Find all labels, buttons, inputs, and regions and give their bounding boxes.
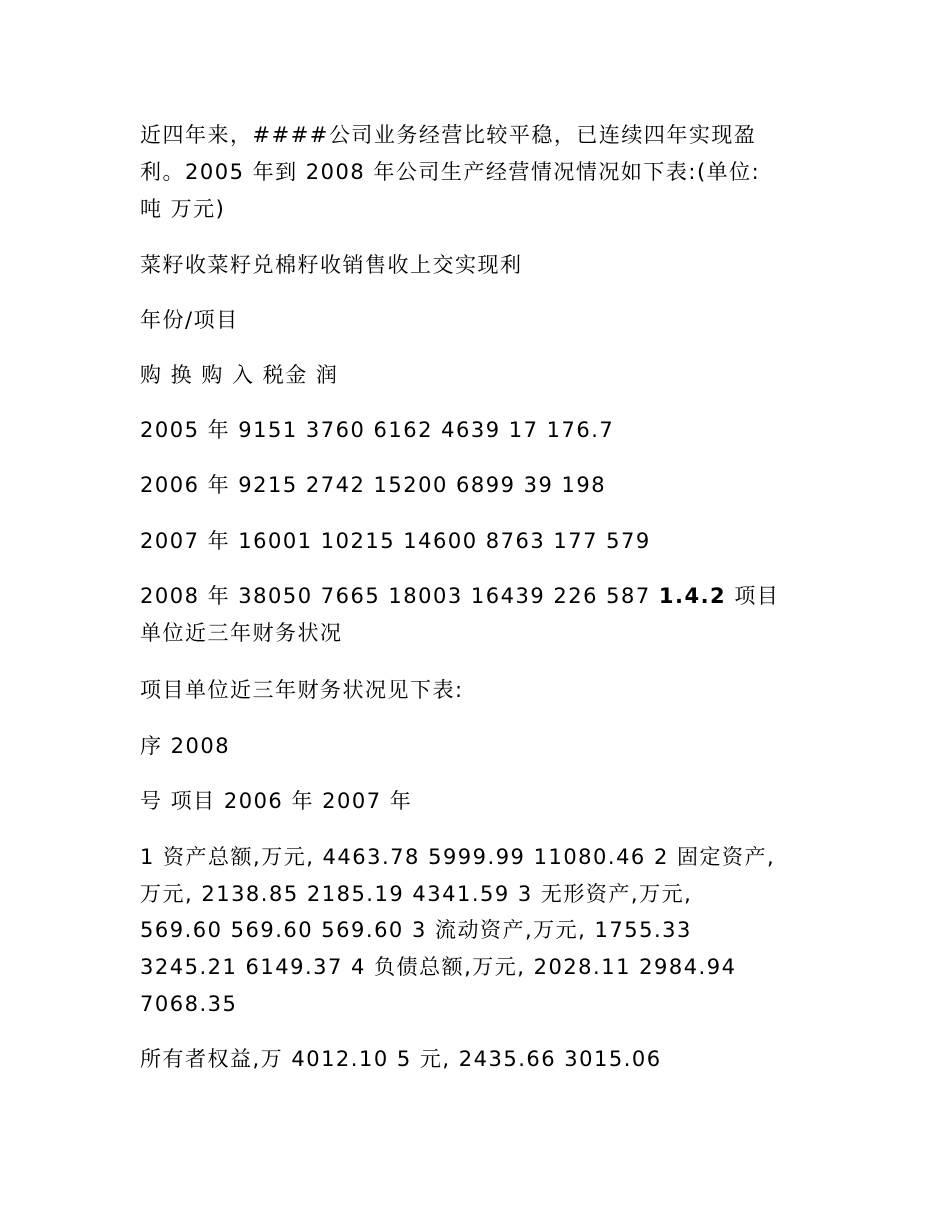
financial-data-line-4: 3245.21 6149.37 4 负债总额,万元, 2028.11 2984.94 [140,955,737,979]
section-heading-continuation: 单位近三年财务状况 [140,621,343,645]
table-row-2007: 2007 年 16001 10215 14600 8763 177 579 [140,529,651,553]
financial-header-row-2: 号 项目 2006 年 2007 年 [140,789,413,813]
table-header-row-1: 菜籽收菜籽兑棉籽收销售收上交实现利 [140,253,523,277]
table-header-row-3: 购 换 购 入 税金 润 [140,363,339,387]
table-row-2005: 2005 年 9151 3760 6162 4639 17 176.7 [140,418,615,442]
paragraph-line-2: 利。2005 年到 2008 年公司生产经营情况情况如下表:(单位: [140,160,761,184]
section-heading-text: 项目 [726,584,780,608]
row-2008-text: 2008 年 38050 7665 18003 16439 226 587 [140,584,659,608]
financial-data-line-2: 万元, 2138.85 2185.19 4341.59 3 无形资产,万元, [140,882,693,906]
section-heading-number: 1.4.2 [658,584,727,608]
paragraph-line-3: 吨 万元) [140,197,226,221]
financial-data-line-3: 569.60 569.60 569.60 3 流动资产,万元, 1755.33 [140,918,692,942]
financial-intro: 项目单位近三年财务状况见下表: [140,678,464,702]
table-row-2006: 2006 年 9215 2742 15200 6899 39 198 [140,473,607,497]
financial-data-line-6: 所有者权益,万 4012.10 5 元, 2435.66 3015.06 [140,1047,662,1071]
financial-data-line-5: 7068.35 [140,992,238,1016]
financial-data-line-1: 1 资产总额,万元, 4463.78 5999.99 11080.46 2 固定资产, [140,845,776,869]
table-row-2008 [140,579,779,613]
financial-header-row-1: 序 2008 [140,734,231,758]
paragraph-line-1: 近四年来，####公司业务经营比较平稳，已连续四年实现盈 [140,123,757,147]
table-header-row-2: 年份/项目 [140,308,239,332]
